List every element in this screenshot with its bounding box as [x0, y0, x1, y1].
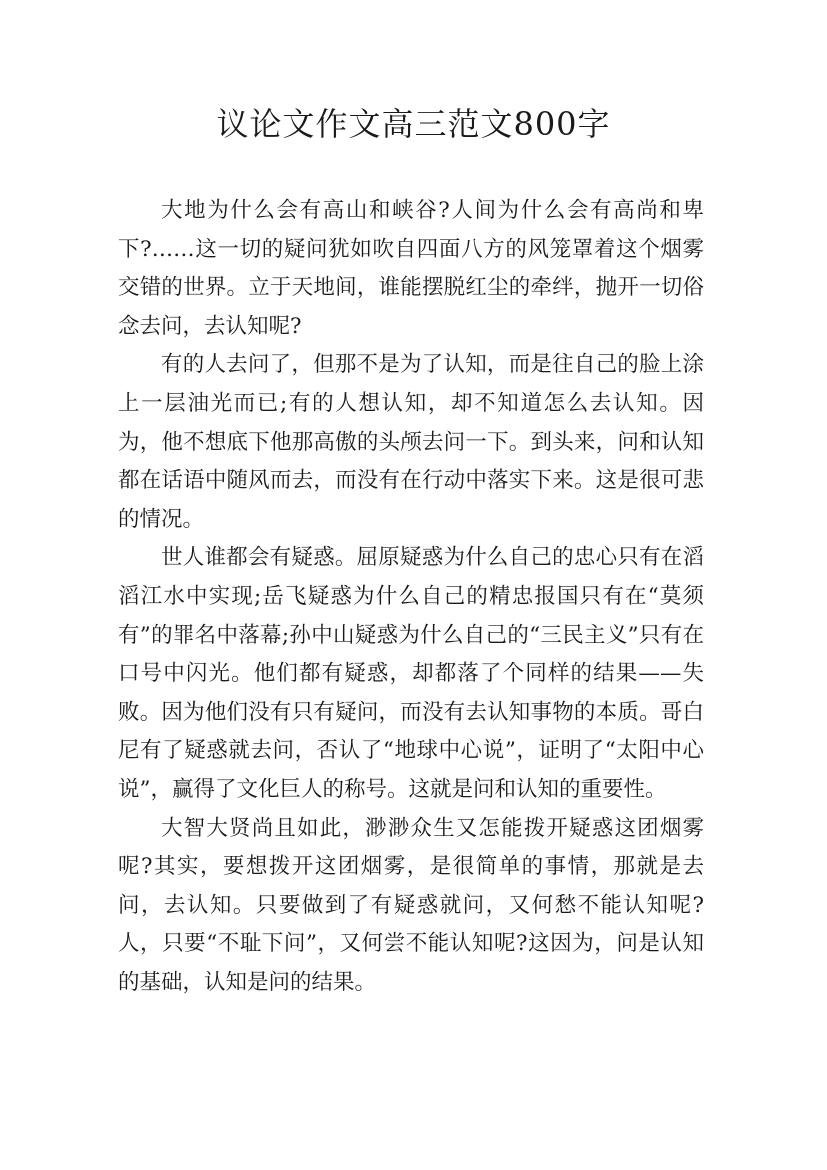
paragraph-1: 大地为什么会有高山和峡谷?人间为什么会有高尚和卑下?……这一切的疑问犹如吹自四面八方的风笼罩着这个烟雾交错的世界。立于天地间，谁能摆脱红尘的牵绊，抛开一切俗念去问，去认知呢?: [118, 198, 704, 339]
paragraph-2: 有的人去问了，但那不是为了认知，而是往自己的脸上涂上一层油光而已;有的人想认知，却不知道怎么去认知。因为，他不想底下他那高傲的头颅去问一下。到头来，问和认知都在话语中随风而去，而没有在行动中落实下来。这是很可悲的情况。: [118, 352, 704, 532]
document-body: [118, 192, 704, 1002]
paragraph-3: 世人谁都会有疑惑。屈原疑惑为什么自己的忠心只有在滔滔江水中实现;岳飞疑惑为什么自己的精忠报国只有在“莫须有”的罪名中落幕;孙中山疑惑为什么自己的“三民主义”只有在口号中闪光。他们都有疑惑，却都落了个同样的结果——失败。因为他们没有只有疑问，而没有去认知事物的本质。哥白尼有了疑惑就去问，否认了“地球中心说”，证明了“太阳中心说”，赢得了文化巨人的称号。这就是问和认知的重要性。: [118, 545, 704, 802]
paragraph-4: 大智大贤尚且如此，渺渺众生又怎能拨开疑惑这团烟雾呢?其实，要想拨开这团烟雾，是很简单的事情，那就是去问，去认知。只要做到了有疑惑就问，又何愁不能认知呢?人，只要“不耻下问”，又何尝不能认知呢?这因为，问是认知的基础，认知是问的结果。: [118, 815, 704, 995]
document-title: 议论文作文高三范文800字: [216, 105, 611, 143]
